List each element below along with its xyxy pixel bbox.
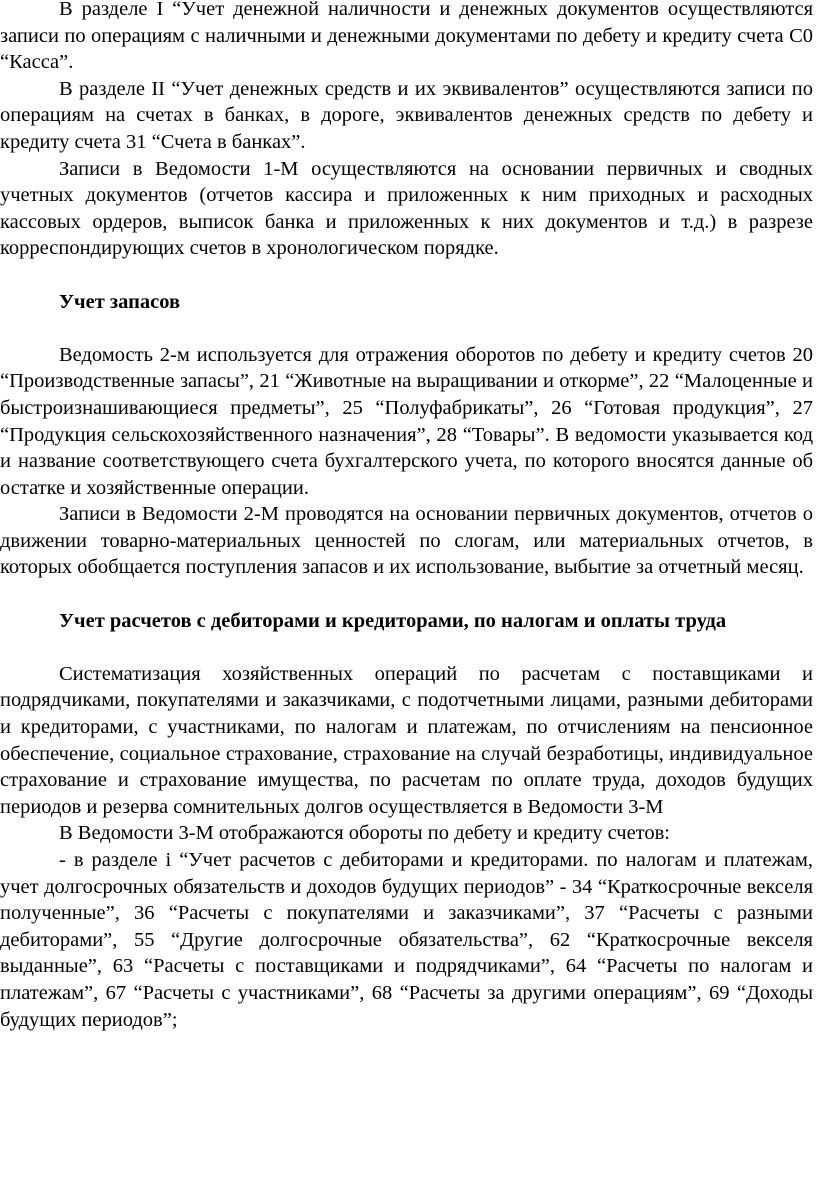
spacer bbox=[0, 581, 813, 608]
intro-paragraph-1: В разделе I “Учет денежной наличности и денежных документов осуществляются записи по операциям с наличными и денежными документами по дебету и кредиту счета С0 “Касса”. bbox=[0, 0, 813, 74]
inventory-paragraph-1: Ведомость 2-м используется для отражения оборотов по дебету и кредиту счетов 20 “Производственные запасы”, 21 “Животные на выращивании и откорме”, 22 “Малоценные и быстроизнашивающиеся предметы”, 25 “Полуфабрикаты”, 26 “Готовая продукция”, 27 “Продукция сельскохозяйственного назначения”, 28 “Товары”. В ведомости указывается код и название соответствующего счета бухгалтерского учета, по которого вносятся данные об остатке и хозяйственные операции. bbox=[0, 343, 813, 499]
section-heading-inventory: Учет запасов bbox=[59, 290, 181, 313]
intro-paragraph-3: Записи в Ведомости 1-М осуществляются на основании первичных и сводных учетных документов (отчетов кассира и приложенных к ним приходных и расходных кассовых ордеров, выписок банка и приложенных к них документов и т.д.) в разрезе корреспондирующих счетов в хронологическом порядке. bbox=[0, 157, 813, 260]
spacer bbox=[0, 262, 813, 289]
inventory-paragraph-2: Записи в Ведомости 2-М проводятся на основании первичных документов, отчетов о движении товарно-материальных ценностей по слогам, или материальных отчетов, в которых обобщается поступления запасов и их использование, выбытие за отчетный месяц. bbox=[0, 503, 813, 579]
settlements-paragraph-1: Систематизация хозяйственных операций по расчетам с поставщиками и подрядчиками, покупателями и заказчиками, с подотчетными лицами, разными дебиторами и кредиторами, с участниками, по налогам и платежам, по отчислениям на пенсионное обеспечение, социальное страхование, страхование на случай безработицы, индивидуальное страхование и страхование имущества, по расчетам по оплате труда, доходов будущих периодов и резерва сомнительных долгов осуществляется в Ведомости 3-М bbox=[0, 662, 813, 818]
settlements-paragraph-2: В Ведомости 3-М отображаются обороты по дебету и кредиту счетов: bbox=[59, 822, 670, 845]
intro-paragraph-2: В разделе II “Учет денежных средств и их эквивалентов” осуществляются записи по операциям на счетах в банках, в дороге, эквивалентов денежных средств по дебету и кредиту счета 31 “Счета в банках”. bbox=[0, 77, 813, 153]
settlements-paragraph-3: - в разделе і “Учет расчетов с дебиторами и кредиторами. по налогам и платежам, учет долгосрочных обязательств и доходов будущих периодов” - 34 “Краткосрочные векселя полученные”, 36 “Расчеты с покупателями и заказчиками”, 37 “Расчеты с разными дебиторами”, 55 “Другие долгосрочные обязательства”, 62 “Краткосрочные векселя выданные”, 63 “Расчеты с поставщиками и подрядчиками”, 64 “Расчеты по налогам и платежам”, 67 “Расчеты с участниками”, 68 “Расчеты за другими операциям”, 69 “Доходы будущих периодов”; bbox=[0, 849, 813, 1031]
section-heading-settlements: Учет расчетов с дебиторами и кредиторами, по налогам и оплаты труда bbox=[59, 609, 727, 632]
spacer bbox=[0, 315, 813, 342]
spacer bbox=[0, 634, 813, 661]
